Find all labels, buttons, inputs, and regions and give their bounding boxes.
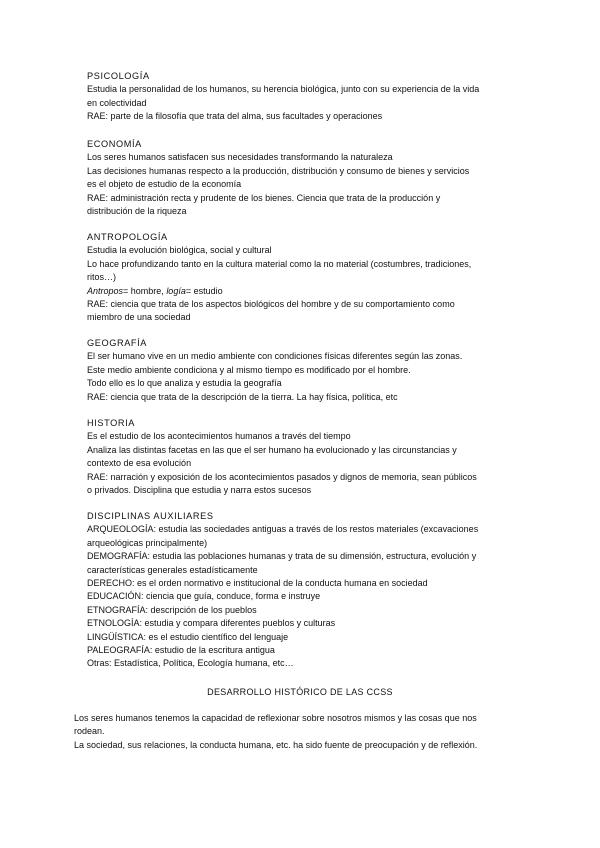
text-line: DEMOGRAFÍA: estudia las poblaciones humanas y trata de su dimensión, estructura, evolución y xyxy=(87,551,477,562)
text-line: Lo hace profundizando tanto en la cultura material como la no material (costumbres, tradiciones, xyxy=(87,258,472,269)
text-line: o privados. Disciplina que estudia y narra estos sucesos xyxy=(87,485,312,496)
text-line: Estudia la personalidad de los humanos, su herencia biológica, junto con su experiencia de la vida xyxy=(87,84,480,95)
etym-word-logia: logía xyxy=(166,285,186,296)
text-line: Este medio ambiente condiciona y al mismo tiempo es modificado por el hombre. xyxy=(87,364,411,375)
text-line: RAE: administración recta y prudente de los bienes. Ciencia que trata de la producción y xyxy=(87,192,441,203)
text-line: Analiza las distintas facetas en las que el ser humano ha evolucionado y las circunstancias y xyxy=(87,444,457,455)
section-title: ECONOMÍA xyxy=(87,139,142,149)
text-line: miembro de una sociedad xyxy=(87,312,191,323)
section-title: GEOGRAFÍA xyxy=(87,338,148,348)
text-line: RAE: narración y exposición de los acontecimientos pasados y dignos de memoria, sean públicos xyxy=(87,471,477,482)
text-line: ARQUEOLOGÍA: estudia las sociedades antiguas a través de los restos materiales (excavaciones xyxy=(87,524,479,535)
text-line: RAE: ciencia que trata de la descripción de la tierra. La hay física, política, etc xyxy=(87,391,398,402)
text-line: Otras: Estadística, Política, Ecología humana, etc… xyxy=(87,658,294,669)
section-historia xyxy=(87,417,527,497)
text-line: LINGÜÍSTICA: es el estudio científico del lenguaje xyxy=(87,631,289,642)
text-line: La sociedad, sus relaciones, la conducta humana, etc. ha sido fuente de preocupación y de reflexión. xyxy=(74,739,478,750)
section-geografia xyxy=(87,337,527,404)
text-line: Los seres humanos satisfacen sus necesidades transformando la naturaleza xyxy=(87,152,393,163)
page-heading: DESARROLLO HISTÓRICO DE LAS CCSS xyxy=(207,687,393,697)
text-line: El ser humano vive en un medio ambiente con condiciones físicas diferentes según las zonas. xyxy=(87,351,463,362)
text-line: Las decisiones humanas respecto a la producción, distribución y consumo de bienes y servicios xyxy=(87,165,470,176)
text-line: es el objeto de estudio de la economía xyxy=(87,179,242,190)
section-title: DISCIPLINAS AUXILIARES xyxy=(87,511,214,521)
section-psicologia xyxy=(87,70,527,124)
etym-text: = estudio xyxy=(185,285,223,296)
etym-text: = hombre, xyxy=(123,285,167,296)
text-line: contexto de esa evolución xyxy=(87,458,192,469)
text-line: ritos…) xyxy=(87,272,116,283)
text-line: Es el estudio de los acontecimientos humanos a través del tiempo xyxy=(87,431,351,442)
text-line: rodean. xyxy=(74,726,105,737)
text-line: RAE: parte de la filosofía que trata del alma, sus facultades y operaciones xyxy=(87,111,383,122)
text-line: ETNOLOGÍA: estudia y compara diferentes pueblos y culturas xyxy=(87,618,336,629)
text-line: arqueológicas principalmente) xyxy=(87,537,208,548)
section-economia xyxy=(87,138,527,218)
section-title: ANTROPOLOGÍA xyxy=(87,232,168,242)
section-antropologia xyxy=(87,231,527,325)
section-disciplinas-auxiliares xyxy=(87,510,527,671)
text-line: EDUCACIÓN: ciencia que guía, conduce, forma e instruye xyxy=(87,591,321,602)
intro-paragraph xyxy=(74,712,534,752)
text-line: distribución de la riqueza xyxy=(87,206,187,217)
text-line: Los seres humanos tenemos la capacidad de reflexionar sobre nosotros mismos y las cosas que nos xyxy=(74,713,477,723)
text-line: Todo ello es lo que analiza y estudia la geografía xyxy=(87,378,282,389)
text-line: características generales estadísticamente xyxy=(87,564,258,575)
text-line: en colectividad xyxy=(87,97,147,108)
etymology-line xyxy=(87,285,527,298)
text-line: Estudia la evolución biológica, social y cultural xyxy=(87,245,272,256)
text-line: RAE: ciencia que trata de los aspectos biológicos del hombre y de su comportamiento como xyxy=(87,299,455,310)
section-title: HISTORIA xyxy=(87,418,136,428)
etym-word-antropos: Antropos xyxy=(87,285,124,296)
text-line: DERECHO: es el orden normativo e institucional de la conducta humana en sociedad xyxy=(87,578,428,589)
text-line: PALEOGRAFÍA: estudio de la escritura antigua xyxy=(87,645,275,656)
text-line: ETNOGRAFÍA: descripción de los pueblos xyxy=(87,604,257,615)
section-title: PSICOLOGÍA xyxy=(87,71,150,81)
